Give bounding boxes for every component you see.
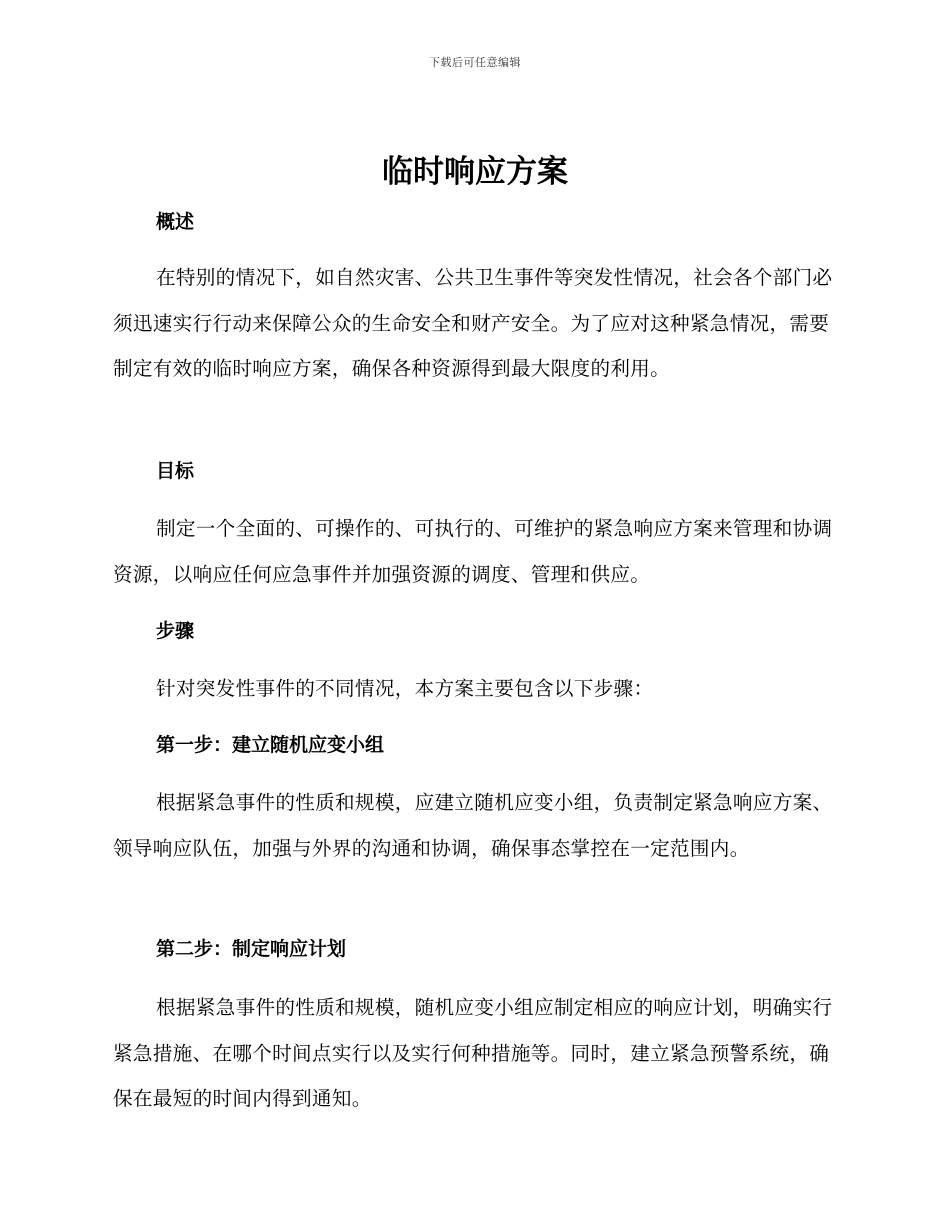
- paragraph-steps-intro: 针对突发性事件的不同情况，本方案主要包含以下步骤：: [156, 677, 654, 700]
- paragraph-step-2: 根据紧急事件的性质和规模，随机应变小组应制定相应的响应计划，明确实行紧急措施、在哪个时间点实行以及实行何种措施等。同时，建立紧急预警系统，确保在最短的时间内得到通知。: [113, 996, 833, 1110]
- paragraph-overview: 在特别的情况下，如自然灾害、公共卫生事件等突发性情况，社会各个部门必须迅速实行行动来保障公众的生命安全和财产安全。为了应对这种紧急情况，需要制定有效的临时响应方案，确保各种资源得到最大限度的利用。: [113, 266, 833, 380]
- section-heading-overview: 概述: [156, 211, 195, 233]
- paragraph-step-1: 根据紧急事件的性质和规模，应建立随机应变小组，负责制定紧急响应方案、领导响应队伍，加强与外界的沟通和协调，确保事态掌控在一定范围内。: [113, 791, 833, 860]
- document-title: 临时响应方案: [382, 154, 568, 190]
- step-heading-1: 第一步：建立随机应变小组: [156, 734, 385, 756]
- section-heading-goal: 目标: [156, 460, 195, 482]
- step-heading-2: 第二步：制定响应计划: [156, 938, 347, 960]
- section-heading-steps: 步骤: [156, 620, 195, 642]
- paragraph-goal: 制定一个全面的、可操作的、可执行的、可维护的紧急响应方案来管理和协调资源，以响应任何应急事件并加强资源的调度、管理和供应。: [113, 517, 833, 586]
- header-note: 下载后可任意编辑: [429, 56, 521, 69]
